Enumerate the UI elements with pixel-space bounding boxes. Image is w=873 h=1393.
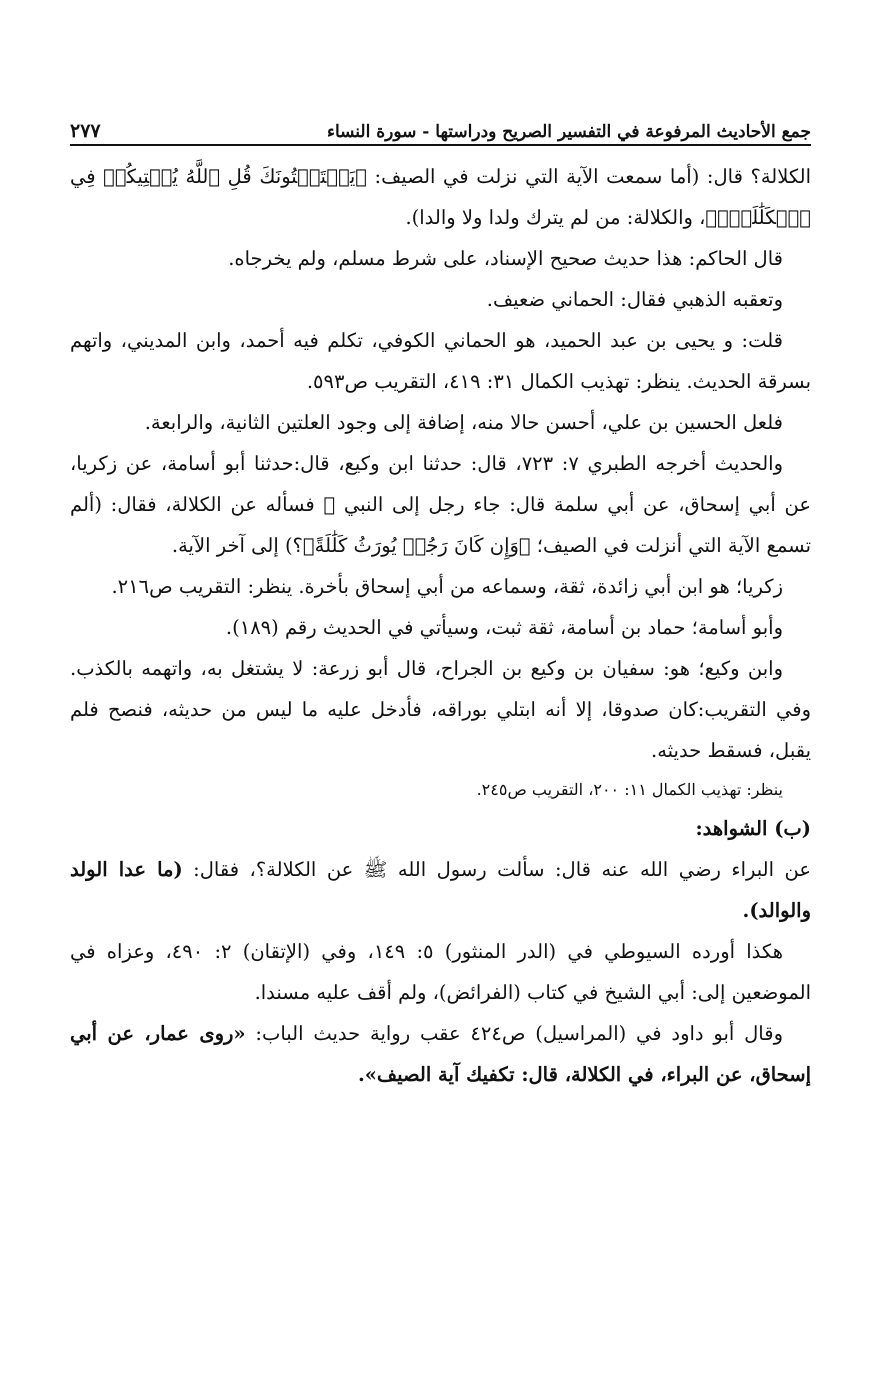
paragraph: وابن وكيع؛ هو: سفيان بن وكيع بن الجراح، قال أبو زرعة: لا يشتغل به، واتهمه بالكذب. وفي التقريب:كان صدوقا، إلا أنه ابتلي بوراقه، فأدخل عليه ما ليس من حديثه، فنصح فلم يقبل، فسقط حديثه. (70, 657, 811, 762)
paragraph (70, 849, 811, 931)
paragraph: فلعل الحسين بن علي، أحسن حالا منه، إضافة إلى وجود العلتين الثانية، والرابعة. (144, 411, 783, 434)
paragraph: وأبو أسامة؛ حماد بن أسامة، ثقة ثبت، وسيأتي في الحديث رقم (١٨٩). (225, 616, 783, 639)
paragraph: والحديث أخرجه الطبري ٧: ٧٢٣، قال: حدثنا ابن وكيع، قال:حدثنا أبو أسامة، عن زكريا، عن أبي إسحاق، عن أبي سلمة قال: جاء رجل إلى النبي ﷺ فسأله عن الكلالة، فقال: (ألم تسمع الآية التي أنزلت في الصيف؛ ﴿وَإِن كَانَ رَجُلٞ يُورَثُ كَلَٰلَةً﴾؟) إلى آخر الآية. (70, 452, 811, 557)
reference-note: ينظر: تهذيب الكمال ١١: ٢٠٠، التقريب ص٢٤٥. (476, 780, 783, 799)
paragraph: قلت: و يحيى بن عبد الحميد، هو الحماني الكوفي، تكلم فيه أحمد، وابن المديني، واتهم بسرقة الحديث. ينظر: تهذيب الكمال ٣١: ٤١٩، التقريب ص٥٩٣. (70, 329, 811, 393)
paragraph: الكلالة؟ قال: (أما سمعت الآية التي نزلت في الصيف: ﴿يَسۡتَفۡتُونَكَ قُلِ ٱللَّهُ يُفۡتِيكُمۡ فِي ٱلۡكَلَٰلَةِۚ﴾، والكلالة: من لم يترك ولدا ولا والدا). (70, 165, 811, 229)
paragraph: قال الحاكم: هذا حديث صحيح الإسناد، على شرط مسلم، ولم يخرجاه. (228, 247, 783, 270)
paragraph-text: وقال أبو داود في (المراسيل) ص٤٢٤ عقب رواية حديث الباب: (245, 1022, 783, 1045)
paragraph: هكذا أورده السيوطي في (الدر المنثور) ٥: ١٤٩، وفي (الإتقان) ٢: ٤٩٠، وعزاه في الموضعين إلى: أبي الشيخ في كتاب (الفرائض)، ولم أقف عليه مسندا. (70, 940, 811, 1004)
paragraph: زكريا؛ هو ابن أبي زائدة، ثقة، وسماعه من أبي إسحاق بأخرة. ينظر: التقريب ص٢١٦. (111, 575, 783, 598)
hadith-quote: (ما عدا الولد والوالد). (70, 858, 811, 922)
body-text (70, 156, 811, 1095)
paragraph: وتعقبه الذهبي فقال: الحماني ضعيف. (486, 288, 783, 311)
section-heading: (ب) الشواهد: (695, 817, 811, 840)
paragraph-text: عن البراء رضي الله عنه قال: سألت رسول الله ﷺ عن الكلالة؟، فقال: (182, 858, 811, 881)
page-number: ٢٧٧ (70, 120, 101, 142)
hadith-quote: «روى عمار، عن أبي إسحاق، عن البراء، في الكلالة، قال: تكفيك آية الصيف». (70, 1022, 811, 1086)
paragraph (70, 1013, 811, 1095)
document-page (70, 108, 811, 1353)
running-header (70, 108, 811, 146)
running-title: جمع الأحاديث المرفوعة في التفسير الصريح ودراستها - سورة النساء (326, 122, 811, 142)
